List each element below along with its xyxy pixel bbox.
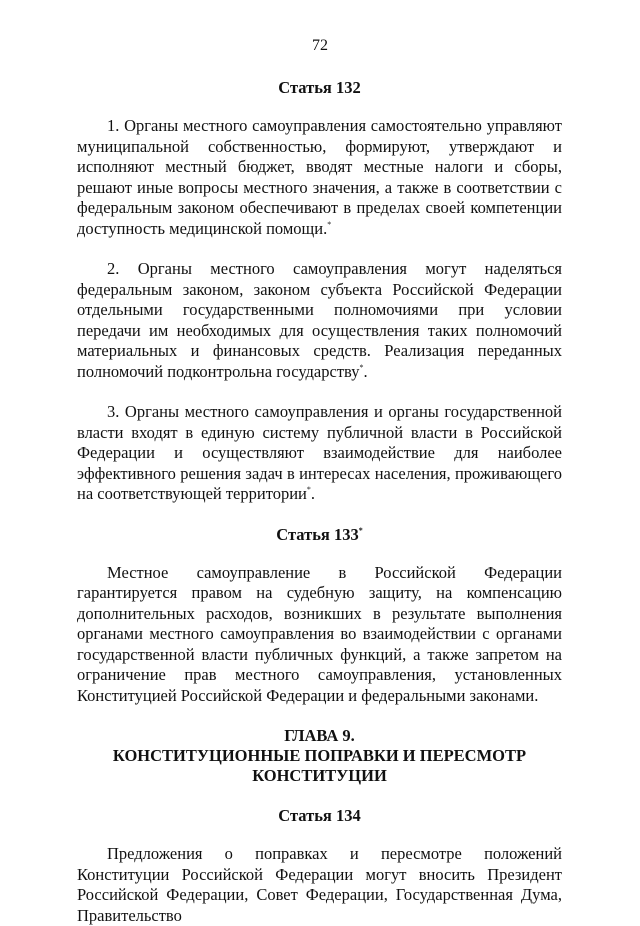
footnote-marker: * bbox=[327, 219, 332, 229]
article-134-paragraph-1-text: Предложения о поправках и пересмотре положений Конституции Российской Федерации могут вносить Президент Российской Федерации, Совет Федерации, Государственная Дума, Правительство bbox=[77, 844, 562, 925]
article-132-paragraph-1-text: 1. Органы местного самоуправления самостоятельно управляют муниципальной собственностью, формируют, утверждают и исполняют местный бюджет, вводят местные налоги и сборы, решают иные вопросы местного значения, а также в соответствии с федеральным законом обеспечивают в пределах своей компетенции доступность медицинской помощи. bbox=[77, 116, 562, 238]
article-134-title-text: Статья 134 bbox=[278, 806, 361, 825]
page-number: 72 bbox=[312, 37, 328, 54]
footnote-marker: * bbox=[306, 485, 311, 494]
chapter-9-heading-line-3: КОНСТИТУЦИИ bbox=[252, 766, 387, 785]
article-132-paragraph-3-text: 3. Органы местного самоуправления и органы государственной власти входят в единую систему публичной власти в Российской Федерации и осуществляют взаимодействие для наиболее эффективного решения задач в интересах населения, проживающего на соответствующей территории bbox=[77, 402, 562, 503]
article-132-title-text: Статья 132 bbox=[278, 78, 361, 97]
page-content bbox=[77, 78, 562, 926]
article-133-paragraph-1 bbox=[77, 563, 562, 707]
chapter-9-heading-line-2: КОНСТИТУЦИОННЫЕ ПОПРАВКИ И ПЕРЕСМОТР bbox=[112, 746, 527, 765]
footnote-marker: * bbox=[358, 525, 363, 535]
article-134-paragraph-1 bbox=[77, 844, 562, 926]
article-133-paragraph-1-text: Местное самоуправление в Российской Федерации гарантируется правом на судебную защиту, на компенсацию дополнительных расходов, возникших в результате выполнения органами местного самоуправления во взаимодействии с органами государственной власти публичных функций, а также запретом на ограничение прав местного самоуправления, установленных Конституцией Российской Федерации и федеральными законами. bbox=[77, 562, 562, 705]
article-134-title bbox=[77, 806, 562, 826]
footnote-marker: * bbox=[359, 362, 364, 372]
article-133-title-text: Статья 133 bbox=[276, 524, 359, 544]
article-133-title bbox=[77, 525, 562, 545]
chapter-9-heading-line-1: ГЛАВА 9. bbox=[284, 726, 355, 745]
article-132-title bbox=[77, 78, 562, 98]
article-132-paragraph-2: 2. Органы местного самоуправления могут наделяться федеральным законом, законом субъекта Российской Федерации отдельными государственными полномочиями при условии передачи им необходимых для осуществления таких полномочий материальных и финансовых средств. Реализация переданных полномочий подконтрольна государству*. bbox=[77, 259, 562, 381]
article-132-paragraph-1 bbox=[77, 116, 562, 239]
article-132-paragraph-2-text: 2. Органы местного самоуправления могут наделяться федеральным законом, законом субъекта Российской Федерации отдельными государственными полномочиями при условии передачи им необходимых для осуществления таких полномочий материальных и финансовых средств. Реализация переданных полномочий подконтрольна государству bbox=[77, 259, 562, 381]
article-132-paragraph-3: 3. Органы местного самоуправления и органы государственной власти входят в единую систему публичной власти в Российской Федерации и осуществляют взаимодействие для наиболее эффективного решения задач в интересах населения, проживающего на соответствующей территории*. bbox=[77, 402, 562, 503]
